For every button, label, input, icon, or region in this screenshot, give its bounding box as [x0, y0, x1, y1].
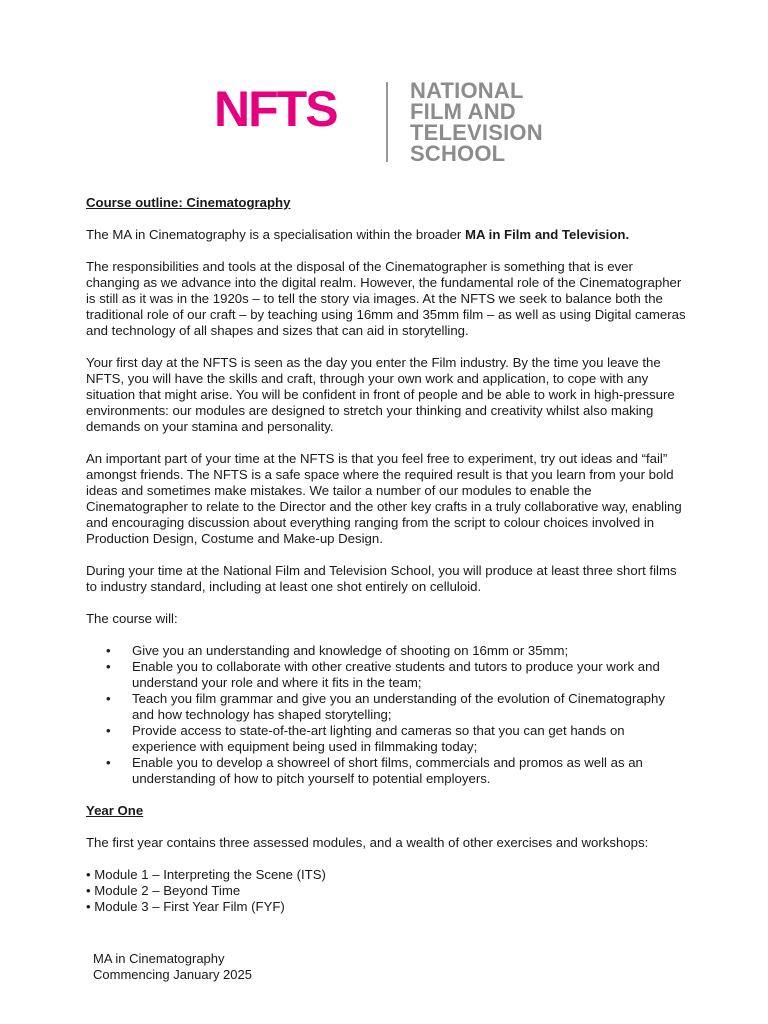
- module-item: • Module 1 – Interpreting the Scene (ITS): [86, 867, 326, 882]
- document-body: [86, 195, 686, 915]
- logo-line: NATIONAL: [410, 78, 524, 103]
- logo-divider: [386, 82, 388, 162]
- year-one-intro: The first year contains three assessed modules, and a wealth of other exercises and workshops:: [86, 835, 649, 850]
- course-will-label: The course will:: [86, 611, 178, 626]
- paragraph: Your first day at the NFTS is seen as the day you enter the Film industry. By the time you leave the NFTS, you will have the skills and craft, through your own work and application, to cope with any situation that might arise. You will be confident in front of people and be able to work in high-pressure environments: our modules are designed to stretch your thinking and creativity whilst also making demands on your stamina and personality.: [86, 355, 675, 434]
- footer-line: MA in Cinematography: [93, 951, 225, 966]
- intro-text: The MA in Cinematography is a specialisation within the broader: [86, 227, 465, 242]
- footer-line: Commencing January 2025: [93, 967, 252, 982]
- nfts-logo: [214, 80, 554, 166]
- module-list: [86, 867, 686, 915]
- bullet-item: • Provide access to state-of-the-art lighting and cameras so that you can get hands on experience with equipment being used in filmmaking today;: [86, 723, 686, 755]
- page-title: Course outline: Cinematography: [86, 195, 291, 210]
- logo-line: FILM AND: [410, 99, 516, 124]
- bullet-item: • Enable you to collaborate with other creative students and tutors to produce your work and understand your role and where it fits in the team;: [86, 659, 686, 691]
- logo-line: SCHOOL: [410, 141, 506, 166]
- page-footer: [93, 951, 252, 983]
- logo-wordmark: [410, 80, 543, 164]
- module-item: • Module 2 – Beyond Time: [86, 883, 241, 898]
- bullet-item: • Enable you to develop a showreel of short films, commercials and promos as well as an understanding of how to pitch yourself to potential employers.: [86, 755, 686, 787]
- logo-mark: NFTS: [214, 81, 337, 137]
- course-bullets: [86, 643, 686, 787]
- bullet-item: • Give you an understanding and knowledge of shooting on 16mm or 35mm;: [86, 643, 686, 659]
- bullet-item: • Teach you film grammar and give you an understanding of the evolution of Cinematography and how technology has shaped storytelling;: [86, 691, 686, 723]
- module-item: • Module 3 – First Year Film (FYF): [86, 899, 285, 914]
- logo-line: TELEVISION: [410, 120, 543, 145]
- paragraph: During your time at the National Film and Television School, you will produce at least three short films to industry standard, including at least one shot entirely on celluloid.: [86, 563, 677, 594]
- intro-bold: MA in Film and Television.: [464, 227, 630, 242]
- paragraph: The responsibilities and tools at the disposal of the Cinematographer is something that is ever changing as we advance into the digital realm. However, the fundamental role of the Cinematographer is still as it was in the 1920s – to tell the story via images. At the NFTS we seek to balance both the traditional role of our craft – by teaching using 16mm and 35mm film – as well as using Digital cameras and technology of all shapes and sizes that can aid in storytelling.: [86, 259, 686, 338]
- year-one-heading: Year One: [86, 803, 144, 818]
- paragraph: An important part of your time at the NFTS is that you feel free to experiment, try out ideas and “fail” amongst friends. The NFTS is a safe space where the required result is that you learn from your bold ideas and sometimes make mistakes. We tailor a number of our modules to enable the Cinematographer to relate to the Director and the other key crafts in a truly collaborative way, enabling and encouraging discussion about everything ranging from the script to colour choices involved in Production Design, Costume and Make-up Design.: [86, 451, 682, 546]
- intro-paragraph: [86, 227, 686, 243]
